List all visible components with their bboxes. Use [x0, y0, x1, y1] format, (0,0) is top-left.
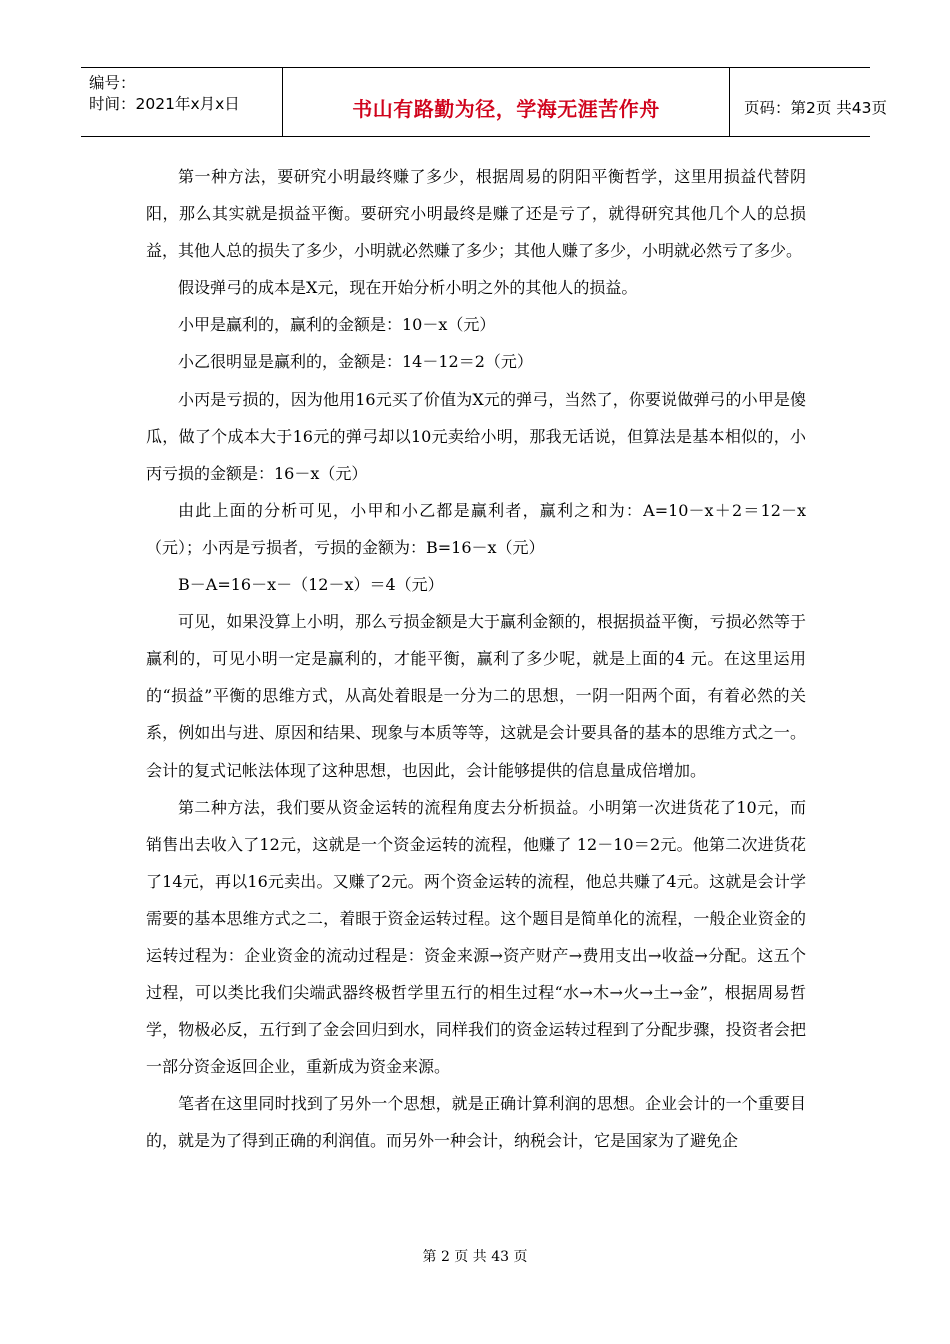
paragraph: 小乙很明显是赢利的，金额是：14－12＝2（元） — [178, 352, 533, 372]
header-page-cell — [730, 68, 888, 136]
paragraph: 笔者在这里同时找到了另外一个思想，就是正确计算利润的思想。企业会计的一个重要目的，就是为了得到正确的利润值。而另外一种会计，纳税会计，它是国家为了避免企 — [146, 1094, 806, 1151]
header-motto-cell — [283, 68, 730, 136]
paragraph: 假设弹弓的成本是X元，现在开始分析小明之外的其他人的损益。 — [178, 278, 638, 298]
body-text — [146, 158, 806, 1160]
paragraph: 第一种方法，要研究小明最终赚了多少，根据周易的阴阳平衡哲学，这里用损益代替阴阳，那么其实就是损益平衡。要研究小明最终是赚了还是亏了，就得研究其他几个人的总损益，其他人总的损失了多少，小明就必然赚了多少；其他人赚了多少，小明就必然亏了多少。 — [146, 167, 806, 261]
header-motto: 书山有路勤为径，学海无涯苦作舟 — [352, 97, 660, 121]
paragraph: B－A=16－x－（12－x）＝4（元） — [178, 575, 444, 595]
document-number-label: 编号： — [89, 74, 136, 92]
header-page-number: 页码：第2页 共43页 — [744, 99, 888, 117]
header-info-cell — [81, 68, 283, 136]
header-table — [81, 67, 888, 137]
page-footer: 第 2 页 共 43 页 — [422, 1249, 528, 1265]
paragraph: 小丙是亏损的，因为他用16元买了价值为X元的弹弓，当然了，你要说做弹弓的小甲是傻瓜，做了个成本大于16元的弹弓却以10元卖给小明，那我无话说，但算法是基本相似的，小丙亏损的金额是：16－x（元） — [146, 389, 806, 483]
document-date: 时间：2021年x月x日 — [89, 95, 240, 113]
paragraph: 可见，如果没算上小明，那么亏损金额是大于赢利金额的，根据损益平衡，亏损必然等于赢利的，可见小明一定是赢利的，才能平衡，赢利了多少呢，就是上面的4 元。在这里运用的“损益”平衡的思维方式，从高处着眼是一分为二的思想，一阴一阳两个面，有着必然的关系，例如出与进、原因和结果、现象与本质等等，这就是会计要具备的基本的思维方式之一。会计的复式记帐法体现了这种思想，也因此，会计能够提供的信息量成倍增加。 — [146, 612, 806, 780]
paragraph: 小甲是赢利的，赢利的金额是：10－x（元） — [178, 315, 496, 335]
paragraph: 第二种方法，我们要从资金运转的流程角度去分析损益。小明第一次进货花了10元，而销售出去收入了12元，这就是一个资金运转的流程，他赚了 12－10＝2元。他第二次进货花了14元，再以16元卖出。又赚了2元。两个资金运转的流程，他总共赚了4元。这就是会计学需要的基本思维方式之二，着眼于资金运转过程。这个题目是简单化的流程，一般企业资金的运转过程为：企业资金的流动过程是：资金来源→资产财产→费用支出→收益→分配。这五个过程，可以类比我们尖端武器终极哲学里五行的相生过程“水→木→火→土→金”，根据周易哲学，物极必反，五行到了金会回归到水，同样我们的资金运转过程到了分配步骤，投资者会把一部分资金返回企业，重新成为资金来源。 — [146, 797, 806, 1077]
paragraph: 由此上面的分析可见，小甲和小乙都是赢利者，赢利之和为：A=10－x＋2＝12－x（元）；小丙是亏损者，亏损的金额为：B=16－x（元） — [146, 500, 806, 557]
